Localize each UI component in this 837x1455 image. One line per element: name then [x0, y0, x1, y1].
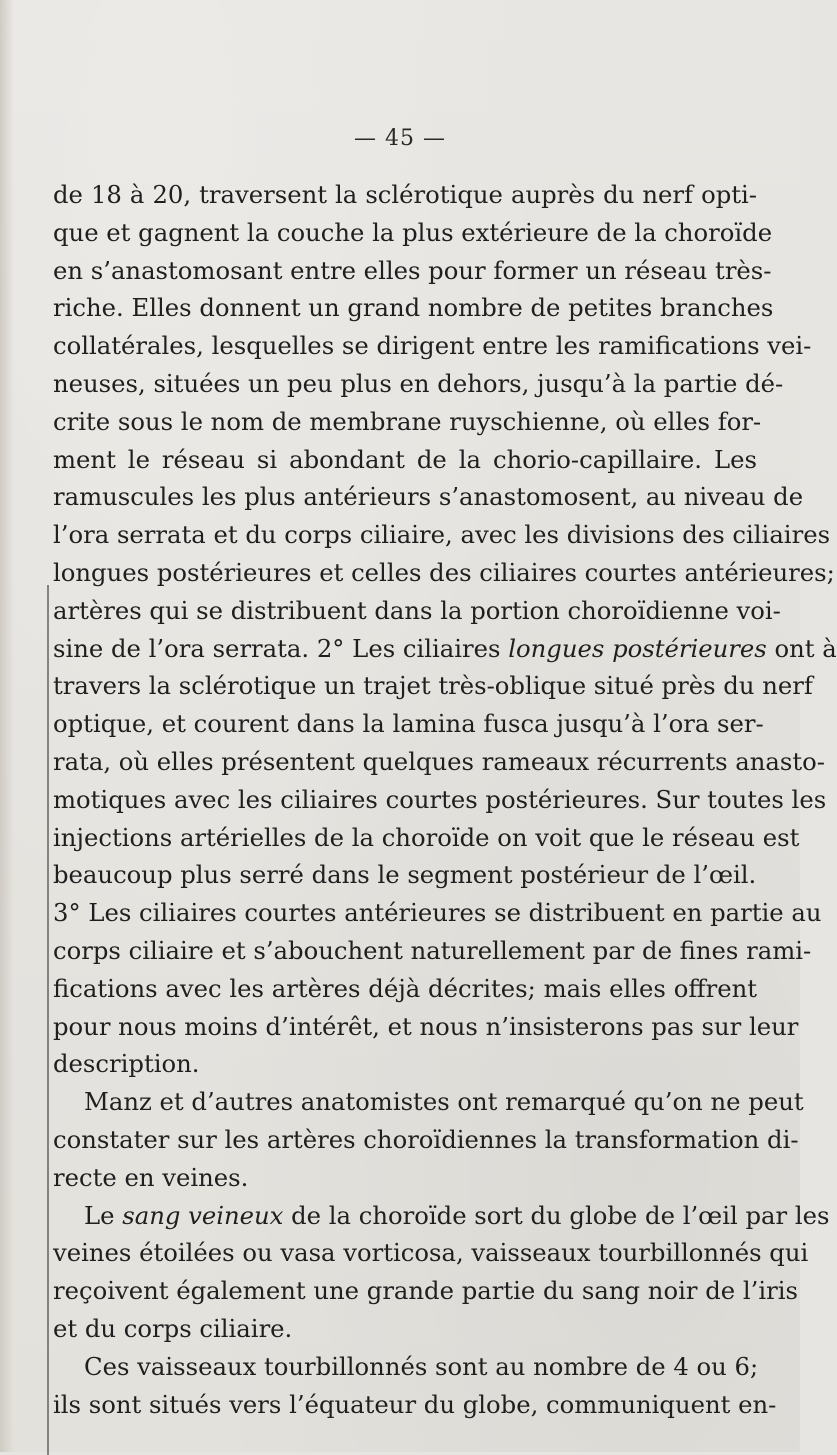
text-line: beaucoup plus serré dans le segment postérieur de l’œil.	[53, 860, 757, 890]
text-line: 3° Les ciliaires courtes antérieures se distribuent en partie au	[53, 898, 822, 928]
text-line: sine de l’ora serrata. 2° Les ciliaires longues postérieures ont à	[53, 633, 837, 663]
text-line: longues postérieures et celles des ciliaires courtes antérieures;	[53, 557, 835, 587]
text-line: l’ora serrata et du corps ciliaire, avec les divisions des ciliaires	[53, 520, 831, 550]
text-line: et du corps ciliaire.	[53, 1313, 293, 1343]
text-line: riche. Elles donnent un grand nombre de petites branches	[53, 293, 774, 323]
text-line: reçoivent également une grande partie du sang noir de l’iris	[53, 1276, 798, 1306]
text-line: artères qui se distribuent dans la portion choroïdienne voi-	[53, 595, 781, 625]
text-line: optique, et courent dans la lamina fusca jusqu’à l’ora ser-	[53, 709, 764, 739]
text-line: de 18 à 20, traversent la sclérotique auprès du nerf opti-	[53, 180, 757, 209]
text-line: ils sont situés vers l’équateur du globe, communiquent en-	[53, 1389, 777, 1419]
italic-term: longues postérieures	[508, 633, 767, 663]
text-line: travers la sclérotique un trajet très-oblique situé près du nerf	[53, 671, 813, 701]
text-line: description.	[53, 1049, 200, 1079]
text-line: Manz et d’autres anatomistes ont remarqué qu’on ne peut	[84, 1087, 804, 1117]
text-line: injections artérielles de la choroïde on voit que le réseau est	[53, 822, 800, 852]
text-line: crite sous le nom de membrane ruyschienne, où elles for-	[53, 406, 762, 436]
text-line: rata, où elles présentent quelques rameaux récurrents anasto-	[53, 746, 825, 776]
italic-term: sang veineux	[122, 1200, 284, 1230]
text-line: pour nous moins d’intérêt, et nous n’insisterons pas sur leur	[53, 1011, 799, 1041]
text-line: Le sang veineux de la choroïde sort du globe de l’œil par les	[84, 1200, 830, 1230]
text-line: Ces vaisseaux tourbillonnés sont au nombre de 4 ou 6;	[84, 1351, 759, 1381]
text-line: ment le réseau si abondant de la chorio-capillaire. Les	[53, 444, 757, 474]
text-line: ramuscules les plus antérieurs s’anastomosent, au niveau de	[53, 482, 804, 512]
margin-rule	[47, 585, 49, 1455]
text-line: constater sur les artères choroïdiennes la transformation di-	[53, 1124, 799, 1154]
page-binding-shadow	[0, 0, 14, 1452]
text-line: collatérales, lesquelles se dirigent entre les ramifications vei-	[53, 331, 812, 361]
text-line: neuses, situées un peu plus en dehors, jusqu’à la partie dé-	[53, 368, 784, 398]
body-text	[53, 176, 837, 1423]
text-line: motiques avec les ciliaires courtes postérieures. Sur toutes les	[53, 784, 827, 814]
text-line: fications avec les artères déjà décrites; mais elles offrent	[53, 973, 757, 1003]
text-line: recte en veines.	[53, 1162, 249, 1192]
text-line: veines étoilées ou vasa vorticosa, vaisseaux tourbillonnés qui	[53, 1238, 809, 1268]
text-line: corps ciliaire et s’abouchent naturellement par de fines rami-	[53, 935, 812, 965]
text-line: que et gagnent la couche la plus extérieure de la choroïde	[53, 217, 773, 247]
page-number: — 45 —	[354, 126, 446, 151]
text-line: en s’anastomosant entre elles pour former un réseau très-	[53, 255, 772, 285]
